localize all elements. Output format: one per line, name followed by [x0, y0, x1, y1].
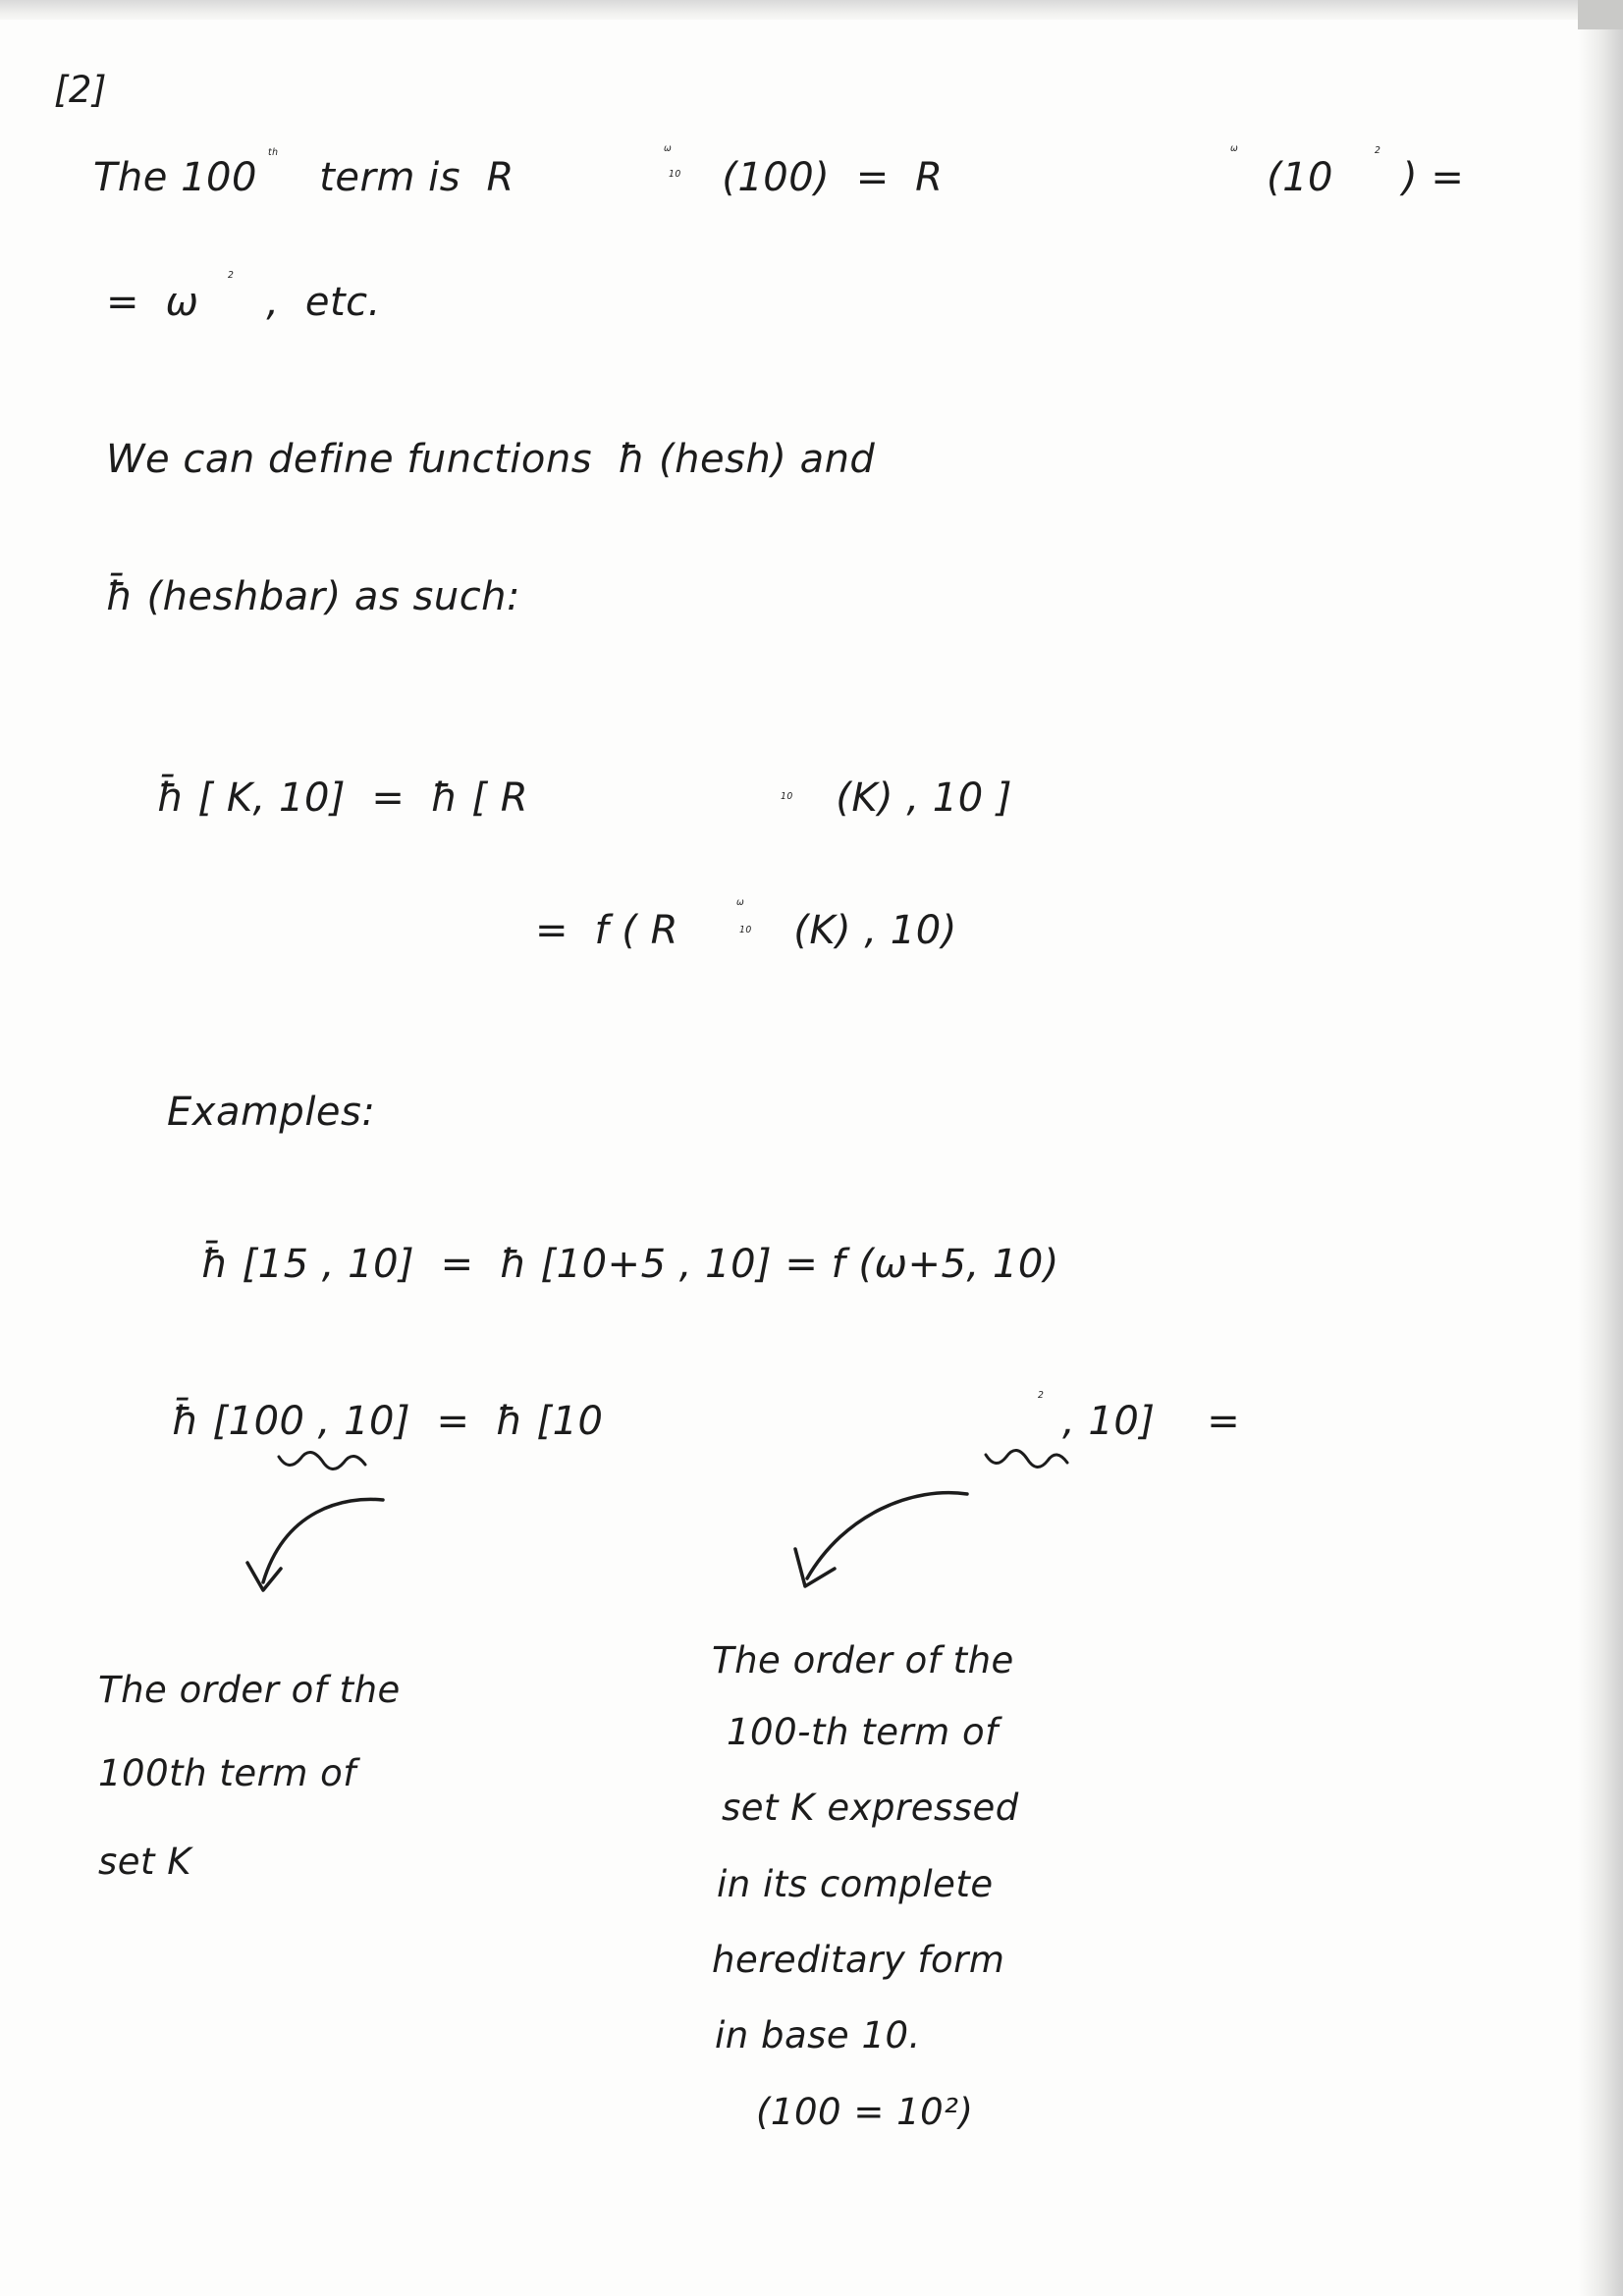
equation-1-part-2: (K) , 10 ]: [823, 775, 1013, 821]
squiggle-underline-right: [982, 1441, 1090, 1474]
paper-sheet: [0, 20, 1578, 2296]
examples-heading: Examples:: [167, 1090, 376, 1135]
annotation-right-line-2: 100-th term of: [727, 1711, 999, 1753]
equation-1-sub-10: 10: [781, 791, 793, 802]
example-1-equation: ħ̄ [15 , 10] = ħ [10+5 , 10] = f (ω+5, 10): [201, 1242, 1059, 1287]
annotation-right-line-3: set K expressed: [722, 1787, 1019, 1829]
line-3-define-functions: We can define functions ħ (hesh) and: [106, 437, 876, 482]
line-1-part-2: term is R: [306, 155, 514, 200]
line-1-sup-2: 2: [1375, 145, 1381, 156]
annotation-right-line-5: hereditary form: [712, 1939, 1005, 1981]
line-1-part-3: (100) = R: [709, 155, 944, 200]
page-number: [2]: [54, 69, 107, 111]
arrow-left-annotation: [226, 1492, 403, 1620]
annotation-right-line-7: (100 = 10²): [756, 2091, 974, 2133]
line-1-sup-omega: ω: [664, 143, 673, 154]
equation-1-part-1: ħ̄ [ K, 10] = ħ [ R: [157, 775, 528, 821]
annotation-left-line-1: The order of the: [98, 1669, 401, 1711]
equation-2-part-2: (K) , 10): [781, 908, 957, 953]
example-2-sup-2: 2: [1038, 1390, 1045, 1401]
line-2-part-1: = ω: [106, 280, 199, 325]
line-2-sup-2: 2: [228, 270, 235, 281]
annotation-right-line-6: in base 10.: [715, 2014, 921, 2056]
line-1-sup-th: th: [268, 147, 279, 158]
annotation-left-line-3: set K: [98, 1841, 192, 1883]
example-2-part-1: ħ̄ [100 , 10] = ħ [10: [172, 1399, 604, 1444]
annotation-left-line-2: 100th term of: [98, 1752, 356, 1794]
equation-2-sup-omega: ω: [736, 897, 745, 908]
annotation-right-line-1: The order of the: [712, 1639, 1014, 1682]
example-2-part-2: , 10] =: [1062, 1399, 1241, 1444]
line-1-part-5: ) =: [1402, 155, 1465, 200]
line-1-part-4: (10: [1267, 155, 1334, 200]
squiggle-underline-left: [275, 1443, 393, 1476]
line-1-sub-10: 10: [669, 169, 681, 180]
line-1-sup-omega-2: ω: [1230, 143, 1239, 154]
scan-edge-right: [1578, 0, 1623, 2296]
line-2-part-2: , etc.: [253, 280, 381, 325]
equation-2-sub-10: 10: [739, 925, 752, 935]
line-1-part-1: The 100: [93, 155, 257, 200]
equation-2-part-1: = f ( R: [535, 908, 678, 953]
arrow-right-annotation: [766, 1484, 982, 1622]
scan-corner: [1578, 0, 1623, 29]
annotation-right-line-4: in its complete: [717, 1863, 994, 1905]
line-4-heshbar-as-such: ħ̄ (heshbar) as such:: [106, 574, 521, 619]
